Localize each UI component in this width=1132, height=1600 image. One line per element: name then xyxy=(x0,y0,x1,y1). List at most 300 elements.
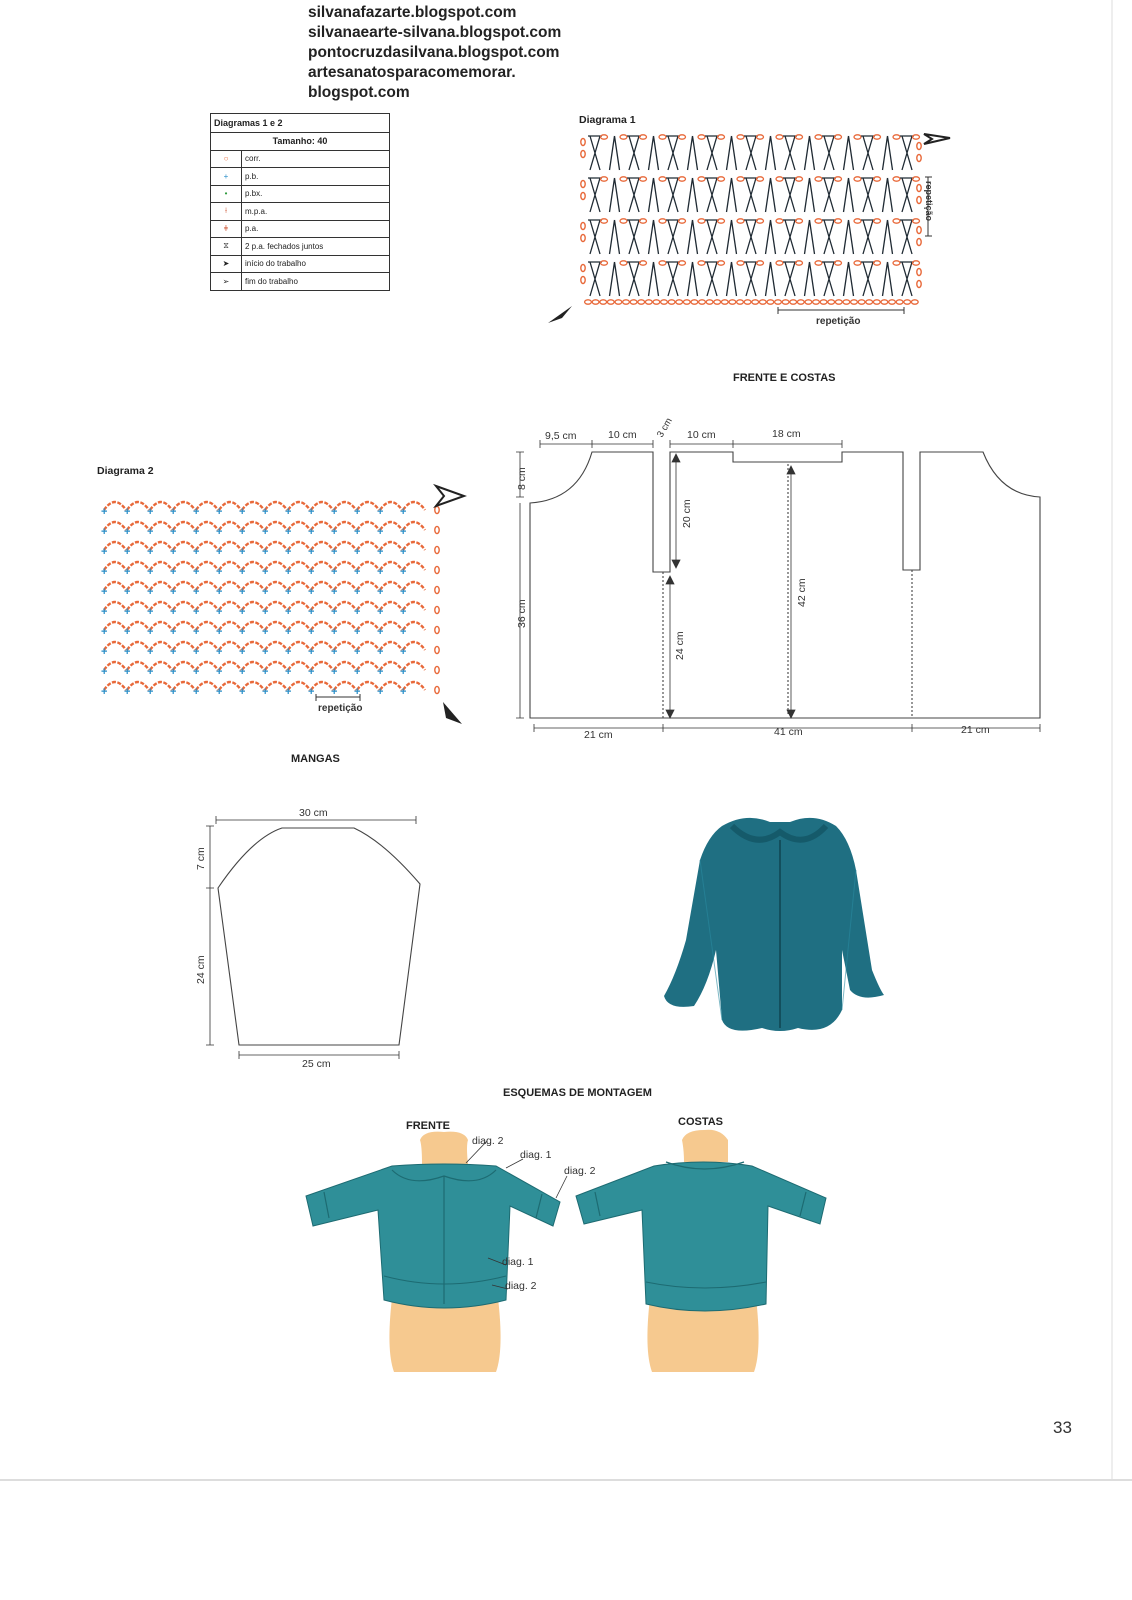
single-crochet-cross-icon: + xyxy=(308,586,315,598)
single-crochet-cross-icon: + xyxy=(354,526,361,538)
chain-oval-icon xyxy=(659,219,666,223)
diagram-1-chart xyxy=(581,135,921,296)
single-crochet-cross-icon: + xyxy=(193,646,200,658)
chain-oval-icon xyxy=(767,300,774,304)
chain-oval-icon xyxy=(714,300,721,304)
single-crochet-cross-icon: + xyxy=(377,606,384,618)
blog-line: artesanatosparacomemorar. xyxy=(308,64,516,81)
double-crochet-icon xyxy=(900,220,914,254)
chain-oval-icon xyxy=(815,177,822,181)
double-crochet-icon xyxy=(822,262,836,296)
chain-oval-icon xyxy=(815,219,822,223)
chain-oval-icon xyxy=(775,300,782,304)
single-crochet-cross-icon: + xyxy=(193,526,200,538)
blog-line: silvanaearte-silvana.blogspot.com xyxy=(308,24,562,41)
chain-oval-icon xyxy=(698,219,705,223)
single-crochet-cross-icon: + xyxy=(239,646,246,658)
single-crochet-cross-icon: + xyxy=(170,586,177,598)
single-crochet-cross-icon: + xyxy=(285,686,292,698)
single-crochet-cross-icon: + xyxy=(354,546,361,558)
measure-label: 24 cm xyxy=(195,955,207,984)
chain-oval-icon xyxy=(790,300,797,304)
chain-oval-icon xyxy=(835,300,842,304)
single-crochet-cross-icon: + xyxy=(170,566,177,578)
slip-stitch-dot-icon: • xyxy=(211,185,242,203)
double-crochet-icon xyxy=(627,220,641,254)
double-crochet-icon xyxy=(666,262,680,296)
chain-oval-icon xyxy=(679,177,686,181)
legend-title: Diagramas 1 e 2 xyxy=(211,114,390,133)
chain-oval-icon xyxy=(917,239,921,246)
chain-oval-icon xyxy=(776,177,783,181)
single-crochet-cross-icon: + xyxy=(193,666,200,678)
chain-oval-icon xyxy=(640,219,647,223)
diagram-2-repeat-label: repetição xyxy=(318,703,363,714)
single-crochet-cross-icon: + xyxy=(331,526,338,538)
double-crochet-icon xyxy=(861,136,875,170)
chain-oval-icon xyxy=(757,261,764,265)
single-crochet-cross-icon: + xyxy=(101,626,108,638)
single-crochet-cross-icon: + xyxy=(239,586,246,598)
chain-oval-icon xyxy=(698,261,705,265)
chain-oval-icon xyxy=(737,135,744,139)
single-crochet-cross-icon: + xyxy=(216,646,223,658)
single-crochet-cross-icon: + xyxy=(308,666,315,678)
cluster-icon xyxy=(610,178,620,212)
single-crochet-cross-icon: + xyxy=(147,566,154,578)
single-crochet-cross-icon: + xyxy=(193,586,200,598)
chain-oval-icon xyxy=(581,139,585,146)
chain-oval-icon xyxy=(620,261,627,265)
single-crochet-cross-icon: + xyxy=(285,666,292,678)
single-crochet-cross-icon: + xyxy=(262,526,269,538)
single-crochet-cross-icon: + xyxy=(101,546,108,558)
single-crochet-cross-icon: + xyxy=(308,546,315,558)
single-crochet-cross-icon: + xyxy=(262,626,269,638)
chain-oval-icon xyxy=(813,300,820,304)
chain-oval-icon xyxy=(581,151,585,158)
chain-oval-icon xyxy=(585,300,592,304)
chain-oval-icon xyxy=(744,300,751,304)
single-crochet-cross-icon: + xyxy=(377,626,384,638)
single-crochet-cross-icon: + xyxy=(147,586,154,598)
chain-oval-icon xyxy=(737,261,744,265)
double-crochet-icon xyxy=(666,178,680,212)
single-crochet-cross-icon: + xyxy=(124,506,131,518)
single-crochet-cross-icon: + xyxy=(262,566,269,578)
diagram-1-repeat-label: repetição xyxy=(816,316,861,327)
chain-oval-icon xyxy=(615,300,622,304)
cluster-icon xyxy=(883,136,893,170)
cluster-icon xyxy=(805,262,815,296)
chain-oval-icon xyxy=(893,135,900,139)
single-crochet-cross-icon: + xyxy=(216,666,223,678)
cluster-icon xyxy=(766,220,776,254)
chain-oval-icon xyxy=(435,546,439,553)
chain-oval-icon xyxy=(679,219,686,223)
single-crochet-cross-icon: + xyxy=(377,666,384,678)
single-crochet-cross-icon: + xyxy=(354,666,361,678)
chain-oval-icon xyxy=(630,300,637,304)
single-crochet-cross-icon: + xyxy=(285,586,292,598)
chain-oval-icon xyxy=(659,177,666,181)
chain-oval-icon xyxy=(835,135,842,139)
chain-oval-icon xyxy=(601,261,608,265)
single-crochet-cross-icon: + xyxy=(193,686,200,698)
single-crochet-cross-icon: + xyxy=(400,546,407,558)
chain-oval-icon xyxy=(435,666,439,673)
cluster-icon xyxy=(844,178,854,212)
cluster-icon xyxy=(688,262,698,296)
chain-oval-icon xyxy=(620,177,627,181)
chain-oval-icon xyxy=(676,300,683,304)
measure-label: 41 cm xyxy=(774,726,803,738)
chain-oval-icon xyxy=(706,300,713,304)
single-crochet-cross-icon: + xyxy=(147,546,154,558)
chain-oval-icon xyxy=(737,177,744,181)
cluster-icon xyxy=(688,136,698,170)
cluster-icon xyxy=(805,220,815,254)
single-crochet-cross-icon: + xyxy=(331,506,338,518)
cardigan-photo xyxy=(664,818,884,1031)
chain-oval-icon xyxy=(718,261,725,265)
single-crochet-cross-icon: + xyxy=(308,606,315,618)
chain-oval-icon xyxy=(601,177,608,181)
chain-oval-icon xyxy=(683,300,690,304)
single-crochet-cross-icon: + xyxy=(170,546,177,558)
chain-oval-icon xyxy=(820,300,827,304)
chain-oval-icon xyxy=(873,300,880,304)
double-crochet-icon xyxy=(588,178,602,212)
cluster-icon xyxy=(844,136,854,170)
single-crochet-cross-icon: + xyxy=(193,626,200,638)
chain-oval-icon xyxy=(866,300,873,304)
single-crochet-cross-icon: + xyxy=(400,566,407,578)
chain-oval-icon xyxy=(581,277,585,284)
assembly-back-title: COSTAS xyxy=(678,1116,724,1128)
double-crochet-icon xyxy=(627,262,641,296)
single-crochet-cross-icon: + xyxy=(354,646,361,658)
chain-oval-icon xyxy=(776,135,783,139)
chain-oval-icon xyxy=(874,177,881,181)
single-crochet-cross-icon: + xyxy=(354,586,361,598)
chain-oval-icon xyxy=(601,135,608,139)
double-crochet-icon xyxy=(705,262,719,296)
single-crochet-cross-icon: + xyxy=(170,646,177,658)
chain-oval-icon xyxy=(874,261,881,265)
chain-oval-icon xyxy=(917,143,921,150)
assembly-label: diag. 2 xyxy=(505,1280,537,1292)
double-crochet-icon xyxy=(900,178,914,212)
chain-oval-icon xyxy=(691,300,698,304)
chain-oval-icon xyxy=(815,135,822,139)
chain-oval-icon xyxy=(668,300,675,304)
chain-oval-icon xyxy=(913,219,920,223)
chain-oval-icon xyxy=(913,135,920,139)
single-crochet-cross-icon: + xyxy=(262,606,269,618)
assembly-label: diag. 1 xyxy=(502,1256,534,1268)
half-double-crochet-icon: ⟊ xyxy=(211,203,242,221)
single-crochet-cross-icon: + xyxy=(285,506,292,518)
measure-label: 10 cm xyxy=(687,429,716,441)
chain-oval-icon xyxy=(581,235,585,242)
page-number: 33 xyxy=(1053,1418,1072,1437)
single-crochet-cross-icon: + xyxy=(400,646,407,658)
legend-label: corr. xyxy=(242,150,390,168)
cluster-icon xyxy=(883,220,893,254)
legend-size: Tamanho: 40 xyxy=(211,133,390,151)
chain-oval-icon xyxy=(679,261,686,265)
front-back-dimensions xyxy=(516,440,1040,732)
legend-label: início do trabalho xyxy=(242,255,390,273)
assembly-label: diag. 2 xyxy=(564,1165,596,1177)
end-arrow-icon xyxy=(436,486,464,506)
chain-oval-icon xyxy=(889,300,896,304)
chain-oval-icon xyxy=(752,300,759,304)
chain-oval-icon xyxy=(620,219,627,223)
chain-oval-icon xyxy=(835,261,842,265)
double-crochet-icon xyxy=(744,262,758,296)
double-crochet-icon xyxy=(900,262,914,296)
measure-label: 42 cm xyxy=(796,578,808,607)
chain-oval-icon xyxy=(718,219,725,223)
double-crochet-icon xyxy=(783,220,797,254)
single-crochet-cross-icon: + xyxy=(193,606,200,618)
chain-oval-icon xyxy=(796,219,803,223)
chain-oval-icon xyxy=(805,300,812,304)
single-crochet-cross-icon: + xyxy=(354,606,361,618)
measure-label: 24 cm xyxy=(674,631,686,660)
chain-oval-icon xyxy=(757,219,764,223)
chain-oval-icon xyxy=(917,155,921,162)
single-crochet-cross-icon: + xyxy=(262,686,269,698)
double-crochet-icon xyxy=(822,220,836,254)
single-crochet-cross-icon: + xyxy=(377,526,384,538)
chain-oval-icon xyxy=(858,300,865,304)
measure-label: 8 cm xyxy=(516,467,528,490)
chain-oval-icon xyxy=(698,135,705,139)
chain-oval-icon xyxy=(435,526,439,533)
chain-oval-icon xyxy=(776,261,783,265)
double-crochet-icon xyxy=(744,136,758,170)
single-crochet-cross-icon: + xyxy=(124,626,131,638)
cluster-icon xyxy=(883,262,893,296)
single-crochet-cross-icon: + xyxy=(285,646,292,658)
measure-label: 21 cm xyxy=(961,724,990,736)
single-crochet-cross-icon: + xyxy=(377,646,384,658)
double-crochet-icon xyxy=(783,262,797,296)
cluster-icon xyxy=(805,136,815,170)
chain-oval-icon xyxy=(796,261,803,265)
diagram-1-repeat-label: repetição xyxy=(924,181,934,222)
legend-label: p.a. xyxy=(242,220,390,238)
chain-oval-icon xyxy=(435,586,439,593)
chain-oval-icon xyxy=(874,219,881,223)
legend-label: p.b. xyxy=(242,168,390,186)
cluster-icon xyxy=(766,136,776,170)
diagram-2-chart xyxy=(101,502,439,698)
single-crochet-cross-icon: + xyxy=(147,526,154,538)
chain-oval-icon xyxy=(435,686,439,693)
end-arrow-icon: ➢ xyxy=(211,273,242,291)
chain-oval-icon xyxy=(581,265,585,272)
single-crochet-cross-icon: + xyxy=(285,566,292,578)
chain-oval-icon xyxy=(623,300,630,304)
measure-label: 3 cm xyxy=(655,416,675,440)
chain-oval-icon xyxy=(759,300,766,304)
chain-oval-icon xyxy=(796,177,803,181)
chain-oval-icon xyxy=(729,300,736,304)
single-crochet-cross-icon: + xyxy=(400,506,407,518)
legend-label: m.p.a. xyxy=(242,203,390,221)
chain-oval-icon xyxy=(645,300,652,304)
single-crochet-cross-icon: + xyxy=(216,566,223,578)
double-crochet-icon xyxy=(783,136,797,170)
single-crochet-cross-icon: + xyxy=(216,526,223,538)
chain-oval-icon xyxy=(737,300,744,304)
single-crochet-cross-icon: + xyxy=(170,626,177,638)
single-crochet-cross-icon: + xyxy=(285,526,292,538)
diagram-2-title: Diagrama 2 xyxy=(97,465,154,477)
single-crochet-cross-icon: + xyxy=(216,606,223,618)
sleeve-pattern xyxy=(218,828,420,1045)
single-crochet-cross-icon: + xyxy=(147,686,154,698)
chain-oval-icon xyxy=(913,261,920,265)
single-crochet-cross-icon: + xyxy=(239,626,246,638)
chain-oval-icon xyxy=(917,227,921,234)
single-crochet-cross-icon: + xyxy=(308,506,315,518)
measure-label: 18 cm xyxy=(772,428,801,440)
single-crochet-cross-icon: + xyxy=(170,666,177,678)
single-crochet-cross-icon: + xyxy=(216,586,223,598)
chain-oval-icon xyxy=(600,300,607,304)
cluster-icon xyxy=(766,178,776,212)
start-arrow-icon xyxy=(548,306,572,323)
single-crochet-cross-icon: + xyxy=(216,546,223,558)
blog-line: pontocruzdasilvana.blogspot.com xyxy=(308,44,560,61)
single-crochet-cross-icon: + xyxy=(193,566,200,578)
single-crochet-cross-icon: + xyxy=(124,646,131,658)
assembly-label: diag. 2 xyxy=(472,1135,504,1147)
double-crochet-icon xyxy=(666,136,680,170)
single-crochet-cross-icon: + xyxy=(170,606,177,618)
single-crochet-cross-icon: + xyxy=(170,686,177,698)
diagram-1-title: Diagrama 1 xyxy=(579,114,636,126)
single-crochet-cross-icon: + xyxy=(124,586,131,598)
chain-oval-icon xyxy=(796,135,803,139)
assembly-front-title: FRENTE xyxy=(406,1120,450,1132)
double-crochet-icon xyxy=(627,178,641,212)
assembly-label: diag. 1 xyxy=(520,1149,552,1161)
chain-oval-icon xyxy=(854,177,861,181)
cluster-icon xyxy=(610,136,620,170)
chain-oval-icon xyxy=(851,300,858,304)
chain-oval-icon xyxy=(640,177,647,181)
chain-oval-icon xyxy=(659,135,666,139)
cluster-icon xyxy=(805,178,815,212)
single-crochet-cross-icon: + xyxy=(170,526,177,538)
single-crochet-cross-icon: + xyxy=(239,566,246,578)
chain-oval-icon xyxy=(874,135,881,139)
chain-oval-icon xyxy=(904,300,911,304)
single-crochet-cross-icon: + xyxy=(239,686,246,698)
single-crochet-cross-icon: + xyxy=(193,546,200,558)
single-crochet-cross-icon: + xyxy=(331,546,338,558)
measure-label: 36 cm xyxy=(516,599,528,628)
measure-label: 21 cm xyxy=(584,729,613,741)
single-crochet-cross-icon: + xyxy=(216,626,223,638)
double-crochet-icon xyxy=(627,136,641,170)
chain-oval-icon xyxy=(893,177,900,181)
chain-oval-icon xyxy=(828,300,835,304)
chain-oval-icon xyxy=(913,177,920,181)
single-crochet-cross-icon: + xyxy=(285,606,292,618)
chain-oval-icon xyxy=(640,135,647,139)
double-crochet-icon xyxy=(861,220,875,254)
chain-oval-icon xyxy=(737,219,744,223)
chain-oval-icon xyxy=(757,135,764,139)
single-crochet-cross-icon: + xyxy=(170,506,177,518)
cluster-icon xyxy=(649,136,659,170)
chain-oval-icon xyxy=(592,300,599,304)
chain-oval-icon xyxy=(718,135,725,139)
single-crochet-cross-icon: + xyxy=(377,546,384,558)
double-crochet-icon xyxy=(783,178,797,212)
double-crochet-icon xyxy=(705,220,719,254)
legend-label: 2 p.a. fechados juntos xyxy=(242,238,390,256)
double-crochet-icon xyxy=(861,178,875,212)
chain-oval-icon xyxy=(854,219,861,223)
single-crochet-cross-icon: + xyxy=(147,666,154,678)
single-crochet-cross-icon: + xyxy=(262,506,269,518)
chain-oval-icon xyxy=(638,300,645,304)
chain-oval-icon xyxy=(435,506,439,513)
single-crochet-cross-icon: + xyxy=(262,586,269,598)
double-crochet-icon xyxy=(861,262,875,296)
chain-oval-icon xyxy=(718,177,725,181)
chain-oval-icon xyxy=(640,261,647,265)
single-crochet-cross-icon: + xyxy=(377,686,384,698)
front-back-title: FRENTE E COSTAS xyxy=(733,372,836,384)
single-crochet-cross-icon: + xyxy=(400,686,407,698)
single-crochet-cross-icon: + xyxy=(331,646,338,658)
single-crochet-cross-icon: + xyxy=(331,586,338,598)
blog-line: silvanafazarte.blogspot.com xyxy=(308,4,517,21)
cluster-icon xyxy=(688,178,698,212)
chain-oval-icon xyxy=(435,626,439,633)
single-crochet-cross-icon: + xyxy=(262,646,269,658)
measure-label: 20 cm xyxy=(681,499,693,528)
single-crochet-cross-icon: + xyxy=(147,626,154,638)
single-crochet-cross-icon: + xyxy=(308,566,315,578)
front-back-pattern xyxy=(530,452,1040,718)
chain-oval-icon xyxy=(435,606,439,613)
single-crochet-cross-icon: + xyxy=(308,526,315,538)
double-crochet-icon xyxy=(666,220,680,254)
chain-oval-icon xyxy=(917,269,921,276)
chain-oval-icon: ○ xyxy=(211,150,242,168)
single-crochet-cross-icon: + xyxy=(239,526,246,538)
chain-oval-icon xyxy=(721,300,728,304)
single-crochet-cross-icon: + xyxy=(124,606,131,618)
single-crochet-cross-icon: + xyxy=(124,546,131,558)
chain-oval-icon xyxy=(776,219,783,223)
chain-oval-icon xyxy=(815,261,822,265)
single-crochet-cross-icon: + xyxy=(239,666,246,678)
single-crochet-cross-icon: + xyxy=(147,606,154,618)
single-crochet-cross-icon: + xyxy=(354,506,361,518)
double-crochet-icon xyxy=(705,178,719,212)
